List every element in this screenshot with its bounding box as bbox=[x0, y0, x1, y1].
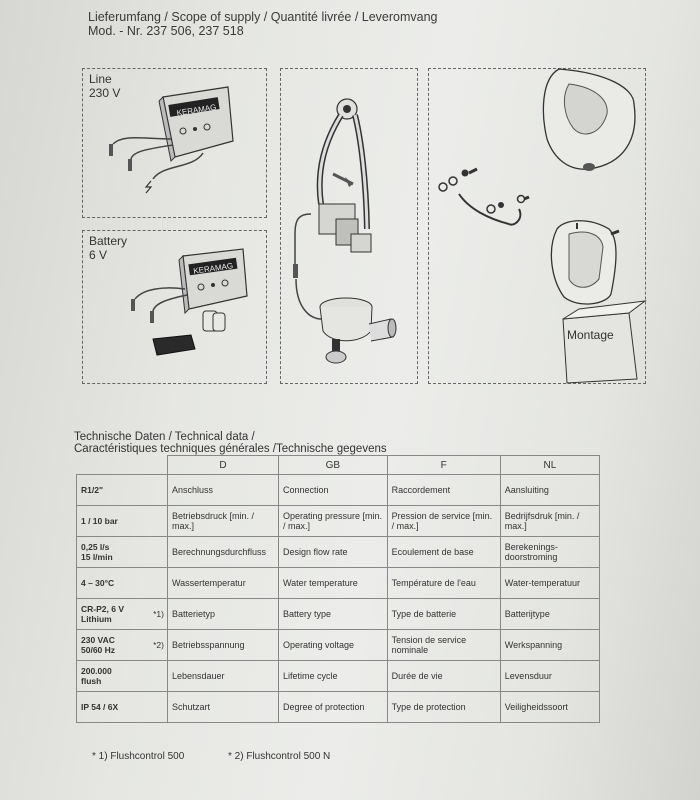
brand-label-2: KERAMAG bbox=[192, 261, 234, 276]
spec-value-2: 15 l/min bbox=[81, 552, 113, 562]
cell-f: Durée de vie bbox=[387, 661, 500, 692]
cell-nl: Aansluiting bbox=[500, 475, 599, 506]
table-row bbox=[77, 692, 600, 723]
footnote-ref: *2) bbox=[153, 640, 164, 650]
footnote-2: * 2) Flushcontrol 500 N bbox=[228, 751, 331, 762]
cell-nl: Bedrijfsdruk [min. / max.] bbox=[500, 506, 599, 537]
spec-value: 0,25 l/s bbox=[81, 542, 110, 552]
col-header: NL bbox=[500, 456, 599, 475]
montage-label: Montage bbox=[567, 328, 614, 342]
cell-gb: Design flow rate bbox=[279, 537, 388, 568]
cell-gb: Operating voltage bbox=[279, 630, 388, 661]
cell-f: Pression de service [min. / max.] bbox=[387, 506, 500, 537]
cell-nl: Werkspanning bbox=[500, 630, 599, 661]
cell-gb: Battery type bbox=[279, 599, 388, 630]
cell-gb: Lifetime cycle bbox=[279, 661, 388, 692]
spec-value: 200.000 bbox=[81, 666, 112, 676]
cell-d: Batterietyp bbox=[168, 599, 279, 630]
cell-nl: Water-temperatuur bbox=[500, 568, 599, 599]
cell-f: Type de batterie bbox=[387, 599, 500, 630]
cell-d: Lebensdauer bbox=[168, 661, 279, 692]
table-row bbox=[77, 537, 600, 568]
table-header-row bbox=[77, 456, 600, 475]
footnote-1: * 1) Flushcontrol 500 bbox=[92, 751, 185, 762]
battery-controller-drawing bbox=[83, 231, 266, 383]
tech-data-table bbox=[76, 455, 600, 723]
spec-value: 4 – 30°C bbox=[81, 578, 115, 588]
battery-power-box bbox=[82, 230, 267, 384]
cell-f: Température de l'eau bbox=[387, 568, 500, 599]
cell-d: Betriebsspannung bbox=[168, 630, 279, 661]
line-power-box bbox=[82, 68, 267, 218]
spec-value: CR-P2, 6 V bbox=[81, 604, 124, 614]
table-row bbox=[77, 599, 600, 630]
cell-d: Berechnungsdurchfluss bbox=[168, 537, 279, 568]
cell-f: Ecoulement de base bbox=[387, 537, 500, 568]
tech-data-title: Technische Daten / Technical data / bbox=[74, 431, 255, 443]
valve-box bbox=[280, 68, 418, 384]
cell-f: Raccordement bbox=[387, 475, 500, 506]
cell-gb: Degree of protection bbox=[279, 692, 388, 723]
spec-value-2: flush bbox=[81, 676, 102, 686]
table-row bbox=[77, 475, 600, 506]
cell-f: Tension de service nominale bbox=[387, 630, 500, 661]
cell-nl: Veiligheidssoort bbox=[500, 692, 599, 723]
spec-value: 230 VAC bbox=[81, 635, 115, 645]
cell-d: Schutzart bbox=[168, 692, 279, 723]
line-voltage: 230 V bbox=[89, 86, 121, 100]
cell-gb: Operating pressure [min. / max.] bbox=[279, 506, 388, 537]
cell-d: Anschluss bbox=[168, 475, 279, 506]
line-controller-drawing bbox=[83, 69, 266, 217]
cell-gb: Connection bbox=[279, 475, 388, 506]
col-header: GB bbox=[279, 456, 388, 475]
cell-nl: Levensduur bbox=[500, 661, 599, 692]
footnote-ref: *1) bbox=[153, 609, 164, 619]
table-row bbox=[77, 630, 600, 661]
brand-label: KERAMAG bbox=[176, 102, 217, 118]
table-row bbox=[77, 506, 600, 537]
cell-nl: Berekenings-doorstroming bbox=[500, 537, 599, 568]
cell-f: Type de protection bbox=[387, 692, 500, 723]
doc-model: Mod. - Nr. 237 506, 237 518 bbox=[88, 24, 244, 38]
col-header: F bbox=[387, 456, 500, 475]
col-header: D bbox=[168, 456, 279, 475]
line-label: Line bbox=[89, 72, 112, 86]
cell-gb: Water temperature bbox=[279, 568, 388, 599]
battery-label: Battery bbox=[89, 234, 128, 248]
cell-d: Betriebsdruck [min. / max.] bbox=[168, 506, 279, 537]
spec-value-2: Lithium bbox=[81, 614, 112, 624]
battery-voltage: 6 V bbox=[89, 248, 108, 262]
doc-title: Lieferumfang / Scope of supply / Quantité livrée / Leveromvang bbox=[88, 10, 438, 24]
cell-nl: Batterijtype bbox=[500, 599, 599, 630]
cell-d: Wassertemperatur bbox=[168, 568, 279, 599]
spec-value: R1/2" bbox=[81, 485, 103, 495]
spec-value: 1 / 10 bar bbox=[81, 516, 118, 526]
valve-assembly-drawing bbox=[281, 69, 417, 383]
table-row bbox=[77, 661, 600, 692]
tech-data-subtitle: Caractéristiques techniques générales /Technische gegevens bbox=[74, 443, 387, 455]
spec-value: IP 54 / 6X bbox=[81, 702, 119, 712]
urinal-box bbox=[428, 68, 646, 384]
table-row bbox=[77, 568, 600, 599]
spec-value-2: 50/60 Hz bbox=[81, 645, 116, 655]
